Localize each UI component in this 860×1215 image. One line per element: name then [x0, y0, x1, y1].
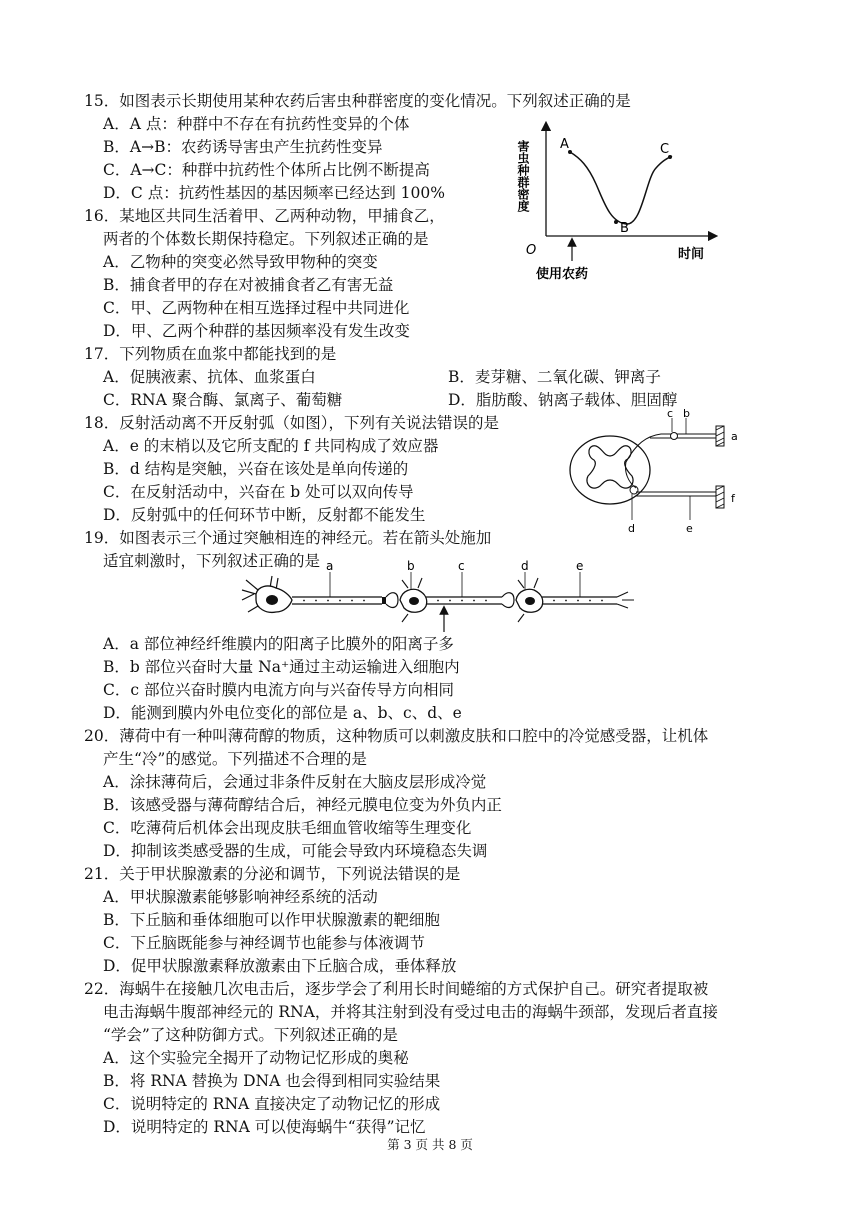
q17-stem: 17．下列物质在血浆中都能找到的是 [84, 345, 337, 363]
q19-stem-line1: 19．如图表示三个通过突触相连的神经元。若在箭头处施加 [84, 529, 492, 547]
synapse-d [630, 486, 638, 494]
q22-stem-line1: 22．海蜗牛在接触几次电击后，逐步学会了利用长时间蜷缩的方式保护自己。研究者提取被 [84, 980, 709, 998]
q16-option-c: C．甲、乙两物种在相互选择过程中共同进化 [103, 299, 410, 317]
label-b: b [683, 408, 690, 420]
q18-stem: 18．反射活动离不开反射弧（如图），下列有关说法错误的是 [84, 414, 499, 432]
q19-stem-line2: 适宜刺激时，下列叙述正确的是 [103, 552, 321, 570]
neuron-label-a: a [326, 560, 334, 573]
q18-reflex-arc-figure [566, 408, 746, 540]
label-f: f [731, 492, 735, 505]
q21-option-c: C．下丘脑既能参与神经调节也能参与体液调节 [103, 934, 425, 952]
q15-x-label: 时间 [678, 247, 705, 262]
label-e: e [686, 522, 693, 535]
neuron-label-e: e [576, 560, 584, 573]
q15-y-label: 害虫种群密度 [516, 140, 530, 212]
q20-option-b: B．该感受器与薄荷醇结合后，神经元膜电位变为外负内正 [103, 796, 502, 814]
q15-option-a: A．A 点：种群中不存在有抗药性变异的个体 [103, 115, 410, 133]
q21-option-a: A．甲状腺激素能够影响神经系统的活动 [103, 888, 378, 906]
q16-option-b: B．捕食者甲的存在对被捕食者乙有害无益 [103, 276, 394, 294]
q21-stem: 21．关于甲状腺激素的分泌和调节，下列说法错误的是 [84, 865, 461, 883]
neuron-2 [400, 578, 514, 622]
q16-stem-line2: 两者的个体数长期保持稳定。下列叙述正确的是 [103, 230, 429, 248]
q15-point-b [614, 220, 618, 224]
q15-density-curve [570, 152, 672, 224]
q19-option-a: A．a 部位神经纤维膜内的阳离子比膜外的阳离子多 [103, 635, 454, 653]
q18-option-d: D．反射弧中的任何环节中断，反射都不能发生 [103, 506, 426, 524]
label-d: d [628, 522, 635, 535]
q15-label-b: B [620, 221, 629, 236]
ganglion-c [671, 433, 678, 440]
q18-option-b: B．d 结构是突触，兴奋在该处是单向传递的 [103, 460, 409, 478]
q22-stem-line2: 电击海蜗牛腹部神经元的 RNA，并将其注射到没有受过电击的海蜗牛颈部，发现后者直接 [103, 1003, 718, 1021]
page-footer: 第 3 页 共 8 页 [387, 1137, 473, 1152]
q22-option-c: C．说明特定的 RNA 直接决定了动物记忆的形成 [103, 1095, 441, 1113]
q19-option-d: D．能测到膜内外电位变化的部位是 a、b、c、d、e [103, 704, 462, 722]
neuron-3 [516, 578, 634, 622]
neuron-label-d: d [521, 560, 529, 573]
q16-stem-line1: 16．某地区共同生活着甲、乙两种动物，甲捕食乙， [84, 207, 445, 225]
q20-option-c: C．吃薄荷后机体会出现皮肤毛细血管收缩等生理变化 [103, 819, 472, 837]
q15-option-c: C．A→C：种群中抗药性个体所占比例不断提高 [103, 161, 430, 179]
q15-stem: 15．如图表示长期使用某种农药后害虫种群密度的变化情况。下列叙述正确的是 [84, 92, 631, 110]
q20-option-a: A．涂抹薄荷后，会通过非条件反射在大脑皮层形成冷觉 [103, 773, 487, 791]
q20-stem-line2: 产生“冷”的感觉。下列描述不合理的是 [103, 750, 367, 768]
q22-option-d: D．说明特定的 RNA 可以使海蜗牛“获得”记忆 [103, 1118, 426, 1136]
neuron-label-b: b [407, 560, 415, 573]
q16-option-a: A．乙物种的突变必然导致甲物种的突变 [103, 253, 378, 271]
q17-option-c: C．RNA 聚合酶、氯离子、葡萄糖 [103, 391, 343, 409]
q18-option-a: A．e 的末梢以及它所支配的 f 共同构成了效应器 [103, 437, 439, 455]
q15-option-d: D．C 点：抗药性基因的基因频率已经达到 100% [103, 184, 445, 202]
q19-neuron-chain-figure [232, 560, 642, 634]
label-a: a [731, 430, 738, 443]
q17-option-a: A．促胰液素、抗体、血浆蛋白 [103, 368, 316, 386]
q19-option-b: B．b 部位兴奋时大量 Na⁺通过主动运输进入细胞内 [103, 658, 460, 676]
q15-origin-label: O [526, 243, 537, 258]
q15-population-figure [508, 118, 723, 283]
efferent-nerve [636, 492, 716, 496]
spinal-cord-outline [570, 436, 650, 504]
neuron-label-c: c [458, 560, 465, 573]
q18-option-c: C．在反射活动中，兴奋在 b 处可以双向传导 [103, 483, 414, 501]
q17-option-b: B．麦芽糖、二氧化碳、钾离子 [448, 368, 661, 386]
q15-pesticide-label: 使用农药 [536, 267, 589, 282]
q16-option-d: D．甲、乙两个种群的基因频率没有发生改变 [103, 322, 410, 340]
q21-option-b: B．下丘脑和垂体细胞可以作甲状腺激素的靶细胞 [103, 911, 440, 929]
q21-option-d: D．促甲状腺激素释放激素由下丘脑合成，垂体释放 [103, 957, 457, 975]
q20-stem-line1: 20．薄荷中有一种叫薄荷醇的物质，这种物质可以刺激皮肤和口腔中的冷觉感受器，让机体 [84, 727, 709, 745]
grey-matter [587, 446, 633, 488]
label-c: c [667, 408, 674, 420]
q19-option-c: C．c 部位兴奋时膜内电流方向与兴奋传导方向相同 [103, 681, 454, 699]
q15-option-b: B．A→B：农药诱导害虫产生抗药性变异 [103, 138, 383, 156]
q20-option-d: D．抑制该类感受器的生成，可能会导致内环境稳态失调 [103, 842, 488, 860]
neuron-1 [242, 576, 398, 612]
q15-label-c: C [660, 142, 670, 157]
q17-option-d: D．脂肪酸、钠离子载体、胆固醇 [448, 391, 678, 409]
q22-stem-line3: “学会”了这种防御方式。下列叙述正确的是 [103, 1026, 398, 1044]
q15-label-a: A [560, 137, 569, 152]
q22-option-b: B．将 RNA 替换为 DNA 也会得到相同实验结果 [103, 1072, 441, 1090]
q22-option-a: A．这个实验完全揭开了动物记忆形成的奥秘 [103, 1049, 409, 1067]
